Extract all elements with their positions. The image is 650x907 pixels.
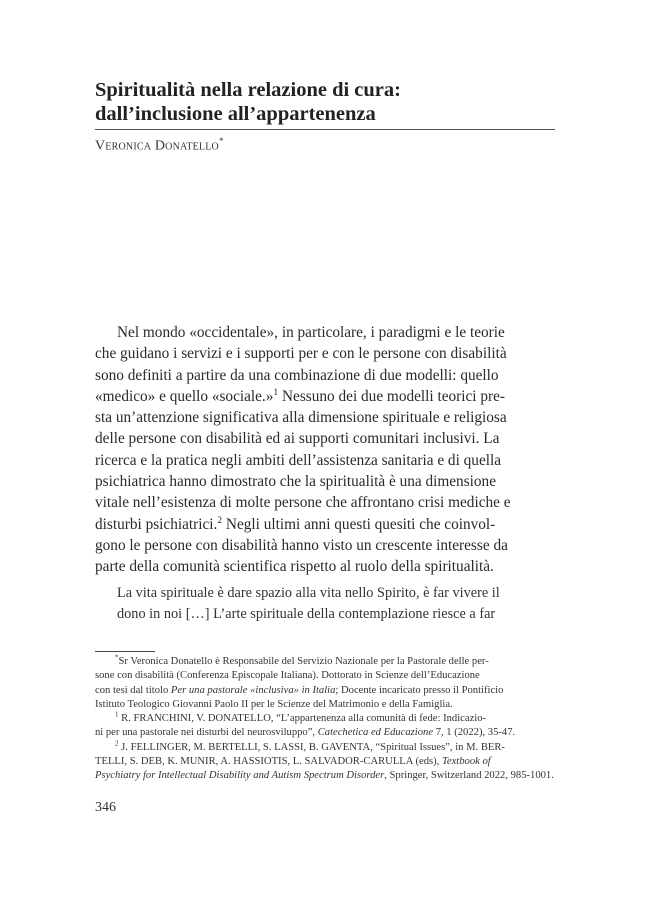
footnote-text: sone con disabilità (Conferenza Episcopale Italiana). Dottorato in Scienze dell’Educazione xyxy=(95,670,480,682)
footnote-line xyxy=(95,769,555,783)
footnote-text: 7, 1 (2022), 35-47. xyxy=(433,727,516,739)
footnote-text: Istituto Teologico Giovanni Paolo II per le Scienze del Matrimonio e della Famiglia. xyxy=(95,698,453,710)
footnote-italic-title: Textbook of xyxy=(441,756,491,768)
body-line-text: Nessuno dei due modelli teorici pre- xyxy=(278,387,506,405)
footnote-2 xyxy=(95,741,555,755)
footnotes xyxy=(95,655,555,784)
footnote-text: J. FELLINGER, M. BERTELLI, S. LASSI, B. GAVENTA, “Spiritual Issues”, in M. BER- xyxy=(118,741,505,753)
footnote-text: con tesi dal titolo xyxy=(95,684,171,696)
author-footnote-mark: * xyxy=(218,136,224,146)
page-number: 346 xyxy=(95,800,116,815)
body-line: sta un’attenzione significativa alla dimensione spirituale e religiosa xyxy=(95,409,507,427)
body-line: parte della comunità scientifica rispetto al ruolo della spiritualità. xyxy=(95,558,494,576)
footnote-italic-title: Psychiatry for Intellectual Disability and Autism Spectrum Disorder xyxy=(95,770,385,782)
footnote-text: Sr Veronica Donatello è Responsabile del Servizio Nazionale per la Pastorale delle per- xyxy=(118,656,489,667)
title-rule xyxy=(95,129,555,130)
footnote-italic-title: Catechetica ed Educazione xyxy=(317,727,434,739)
body-line-text: disturbi psichiatrici. xyxy=(95,515,218,533)
body-line: Nel mondo «occidentale», in particolare, i paradigmi e le teorie xyxy=(117,324,505,341)
body-line xyxy=(95,514,555,535)
body-line: delle persone con disabilità ed ai supporti comunitari inclusivi. La xyxy=(95,430,500,448)
footnote-line xyxy=(95,684,555,698)
quote-line: La vita spirituale è dare spazio alla vita nello Spirito, è far vivere il xyxy=(117,585,500,601)
body-line: che guidano i servizi e i supporti per e con le persone con disabilità xyxy=(95,345,507,363)
footnote-text: TELLI, S. DEB, K. MUNIR, A. HASSIOTIS, L. SALVADOR-CARULLA (eds), xyxy=(95,756,442,768)
footnote-italic-title: Per una pastorale «inclusiva» in Italia xyxy=(170,684,336,696)
footnote-ref-1: 1 xyxy=(273,387,279,398)
footnote-line xyxy=(95,755,555,769)
body-line: sono definiti a partire da una combinazione di due modelli: quello xyxy=(95,366,499,384)
body-line xyxy=(95,386,555,407)
body-line-text: «medico» e quello «sociale.» xyxy=(95,387,274,405)
footnote-1-mark: 1 xyxy=(115,710,119,719)
article-title xyxy=(95,78,555,126)
footnote-ref-2: 2 xyxy=(217,515,223,526)
footnote-rule xyxy=(95,651,155,652)
body-line: psichiatrica hanno dimostrato che la spiritualità è una dimensione xyxy=(95,473,496,491)
body-line: ricerca e la pratica negli ambiti dell’assistenza sanitaria e di quella xyxy=(95,451,502,469)
article-title-line-2: dall’inclusione all’appartenenza xyxy=(95,103,376,125)
footnote-star-mark: * xyxy=(115,653,119,662)
body-line: vitale nell’esistenza di molte persone che affrontano crisi mediche e xyxy=(95,494,511,512)
footnote-2-mark: 2 xyxy=(115,739,119,748)
footnote-text: , Springer, Switzerland 2022, 985-1001. xyxy=(384,770,554,782)
author-name: Veronica Donatello xyxy=(95,138,219,154)
footnote-star xyxy=(95,655,555,669)
footnote-text: R. FRANCHINI, V. DONATELLO, “L’appartenenza alla comunità di fede: Indicazio- xyxy=(118,713,487,725)
author-byline xyxy=(95,136,224,155)
body-line-text: Negli ultimi anni questi quesiti che coinvol- xyxy=(222,515,496,533)
footnote-1 xyxy=(95,712,555,726)
body-line: gono le persone con disabilità hanno visto un crescente interesse da xyxy=(95,536,508,554)
body-paragraph xyxy=(95,322,555,578)
article-title-line-1: Spiritualità nella relazione di cura: xyxy=(95,79,401,101)
footnote-text: ; Docente incaricato presso il Pontificio xyxy=(335,684,504,696)
footnote-text: ni per una pastorale nei disturbi del neurosviluppo”, xyxy=(95,727,318,739)
quote-line: dono in noi […] L’arte spirituale della contemplazione riesce a far xyxy=(117,606,496,622)
block-quote xyxy=(117,583,555,625)
footnote-line xyxy=(95,726,555,740)
